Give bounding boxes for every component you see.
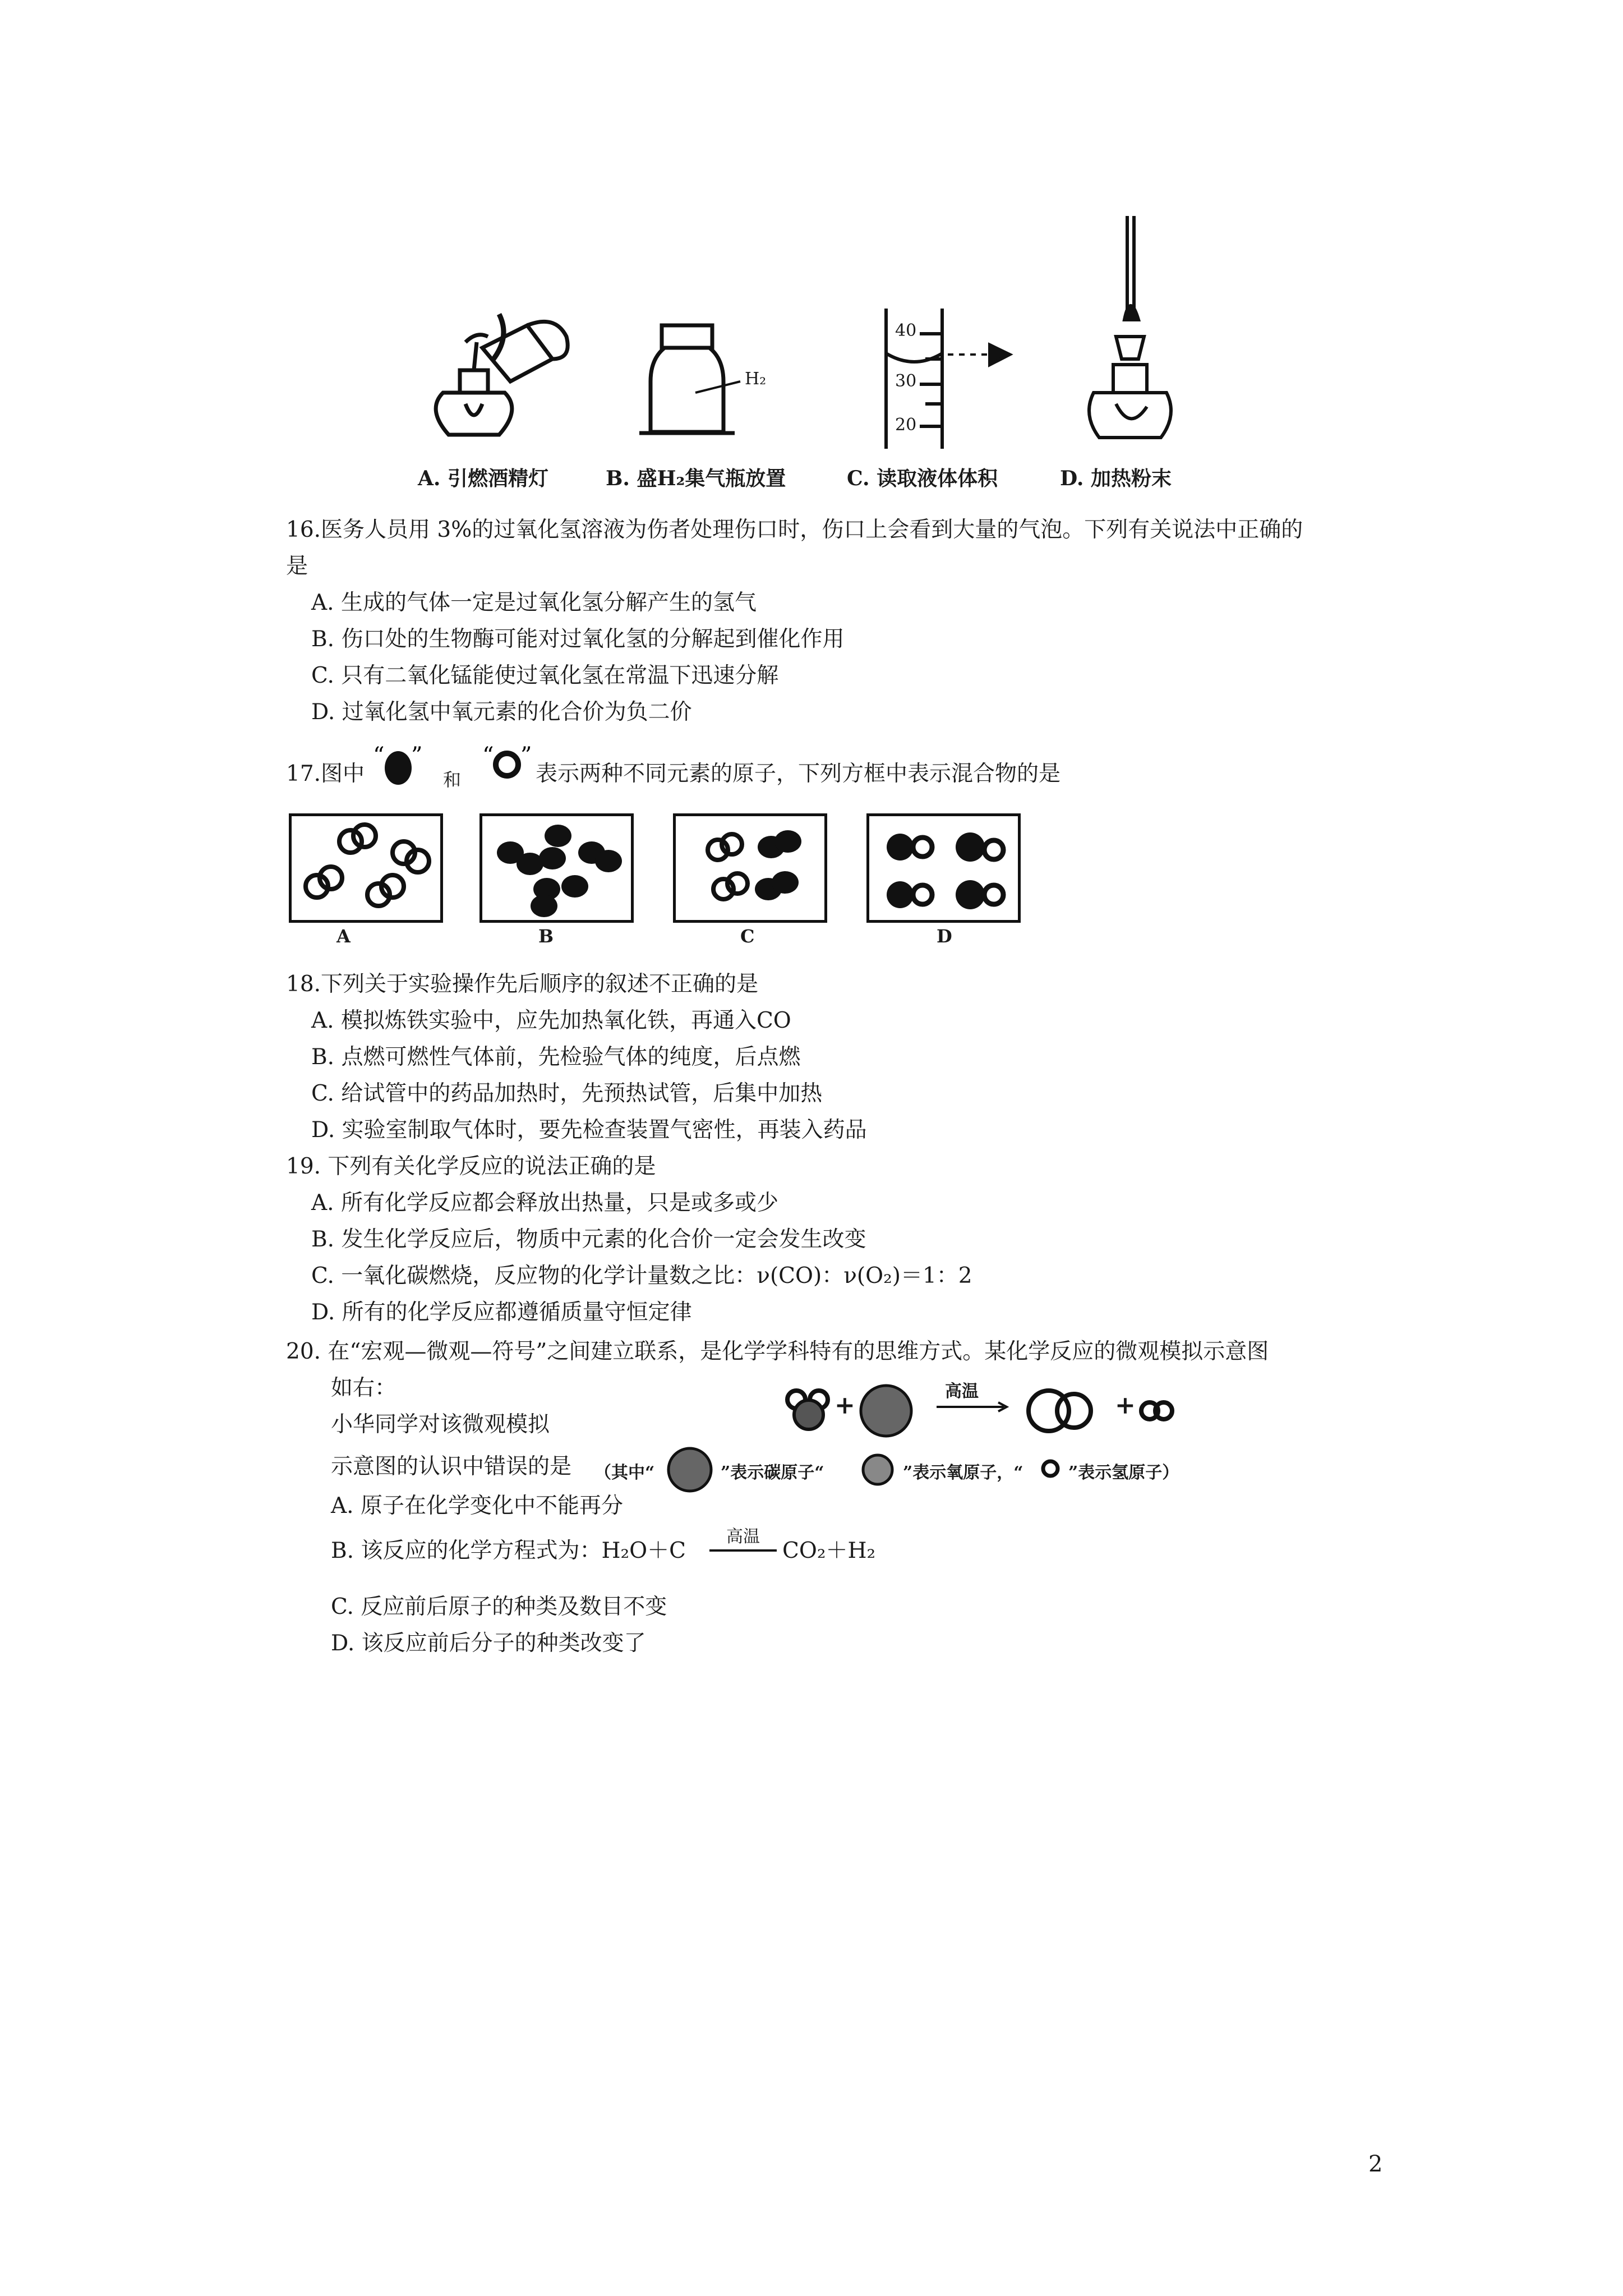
q16-option-d: D. 过氧化氢中氧元素的化合价为负二价: [311, 700, 692, 725]
q17-legend-white-atom: [482, 743, 533, 788]
box-b-molecules: [482, 816, 631, 920]
carbon-atom: [861, 1386, 911, 1436]
q19-option-a: A. 所有化学反应都会释放出热量，只是或多或少: [311, 1190, 778, 1216]
q16-option-a: A. 生成的气体一定是过氧化氢分解产生的氢气: [311, 590, 757, 615]
q20-option-c: C. 反应前后原子的种类及数目不变: [331, 1594, 667, 1619]
svg-text:“: “: [482, 743, 494, 769]
q20-stem-line4: 示意图的认识中错误的是: [331, 1454, 572, 1479]
cylinder-tick-30: 30: [895, 371, 917, 391]
q16-stem-line2: 是: [286, 554, 308, 579]
q20-stem-line3: 小华同学对该微观模拟: [331, 1412, 550, 1437]
q17-label-d: D: [937, 926, 952, 947]
q20-option-b-suffix: CO₂＋H₂: [782, 1538, 876, 1563]
svg-text:”: ”: [411, 743, 423, 769]
q18-option-a: A. 模拟炼铁实验中，应先加热氧化铁，再通入CO: [311, 1008, 791, 1033]
svg-text:”: ”: [520, 743, 532, 769]
gas-bottle-figure: [639, 325, 740, 433]
b-condition-text: 高温: [726, 1527, 760, 1547]
q20-legend-prefix: （其中“: [594, 1463, 655, 1483]
hydrogen-atom-legend-icon: [1036, 1455, 1064, 1483]
q20-stem-line2: 如右：: [331, 1375, 397, 1401]
carbon-atom-legend-icon: [665, 1444, 715, 1495]
q17-stem-prefix: 17.图中: [286, 761, 365, 786]
q17-legend-black-atom: [373, 743, 423, 788]
bottle-gas-label: H₂: [745, 369, 767, 389]
q20-option-b-prefix: B. 该反应的化学方程式为：H₂O＋C: [331, 1538, 686, 1563]
q17-box-d: [866, 813, 1021, 923]
q19-stem: 19. 下列有关化学反应的说法正确的是: [286, 1154, 656, 1179]
water-oxygen-atom: [794, 1400, 823, 1429]
q20-option-a: A. 原子在化学变化中不能再分: [331, 1493, 623, 1519]
q20-plus-2: +: [1115, 1391, 1136, 1420]
q17-label-c: C: [740, 926, 755, 947]
q15-caption-c: C. 读取液体体积: [847, 467, 998, 490]
cylinder-tick-40: 40: [895, 321, 917, 341]
co-molecule-c: [1057, 1394, 1091, 1428]
q18-option-d: D. 实验室制取气体时，要先检查装置气密性，再装入药品: [311, 1117, 867, 1143]
q15-caption-a: A. 引燃酒精灯: [418, 467, 548, 490]
box-a-molecules: [292, 816, 440, 920]
q18-option-b: B. 点燃可燃性气体前，先检验气体的纯度，后点燃: [311, 1045, 801, 1070]
box-d-molecules: [869, 816, 1018, 920]
q20-stem-line1: 20. 在“宏观—微观—符号”之间建立联系，是化学学科特有的思维方式。某化学反应的微观模拟示意图: [286, 1339, 1269, 1364]
q15-figures: [0, 0, 1623, 505]
oxygen-atom-legend-icon: [858, 1450, 897, 1489]
q15-caption-d: D. 加热粉末: [1060, 467, 1172, 490]
alcohol-lamp-lighting-figure: [436, 314, 568, 435]
q20-option-b-condition: [709, 1525, 777, 1552]
q20-legend-oxygen: ”表示氧原子，“: [903, 1463, 1023, 1483]
svg-text:“: “: [373, 743, 385, 769]
q20-option-d: D. 该反应前后分子的种类改变了: [331, 1631, 646, 1656]
q20-reaction-condition: 高温: [945, 1382, 979, 1401]
q20-legend-carbon: ”表示碳原子“: [721, 1463, 824, 1483]
q19-option-d: D. 所有的化学反应都遵循质量守恒定律: [311, 1300, 692, 1325]
q19-option-c: C. 一氧化碳燃烧，反应物的化学计量数之比：ν(CO)：ν(O₂)＝1：2: [311, 1263, 972, 1289]
cylinder-tick-20: 20: [895, 415, 917, 435]
q17-label-a: A: [336, 926, 351, 947]
q17-box-b: [479, 813, 634, 923]
q17-box-a: [289, 813, 443, 923]
q17-box-c: [673, 813, 827, 923]
q16-option-b: B. 伤口处的生物酶可能对过氧化氢的分解起到催化作用: [311, 627, 845, 652]
q16-option-c: C. 只有二氧化锰能使过氧化氢在常温下迅速分解: [311, 663, 779, 688]
q16-stem-line1: 16.医务人员用 3%的过氧化氢溶液为伤者处理伤口时，伤口上会看到大量的气泡。下列有关说法中正确的: [286, 517, 1303, 542]
q20-plus-1: +: [834, 1391, 855, 1420]
q19-option-b: B. 发生化学反应后，物质中元素的化合价一定会发生改变: [311, 1227, 866, 1252]
box-c-molecules: [676, 816, 824, 920]
page-number: 2: [1368, 2151, 1383, 2177]
q17-stem-and: 和: [443, 769, 462, 790]
q15-caption-b: B. 盛H₂集气瓶放置: [606, 467, 786, 490]
q20-legend-hydrogen: ”表示氢原子）: [1068, 1463, 1179, 1483]
q17-stem-suffix: 表示两种不同元素的原子，下列方框中表示混合物的是: [536, 761, 1061, 786]
q18-stem: 18.下列关于实验操作先后顺序的叙述不正确的是: [286, 972, 759, 997]
heating-tube-figure: [1089, 216, 1171, 438]
q18-option-c: C. 给试管中的药品加热时，先预热试管，后集中加热: [311, 1081, 823, 1106]
q17-label-b: B: [538, 926, 554, 947]
